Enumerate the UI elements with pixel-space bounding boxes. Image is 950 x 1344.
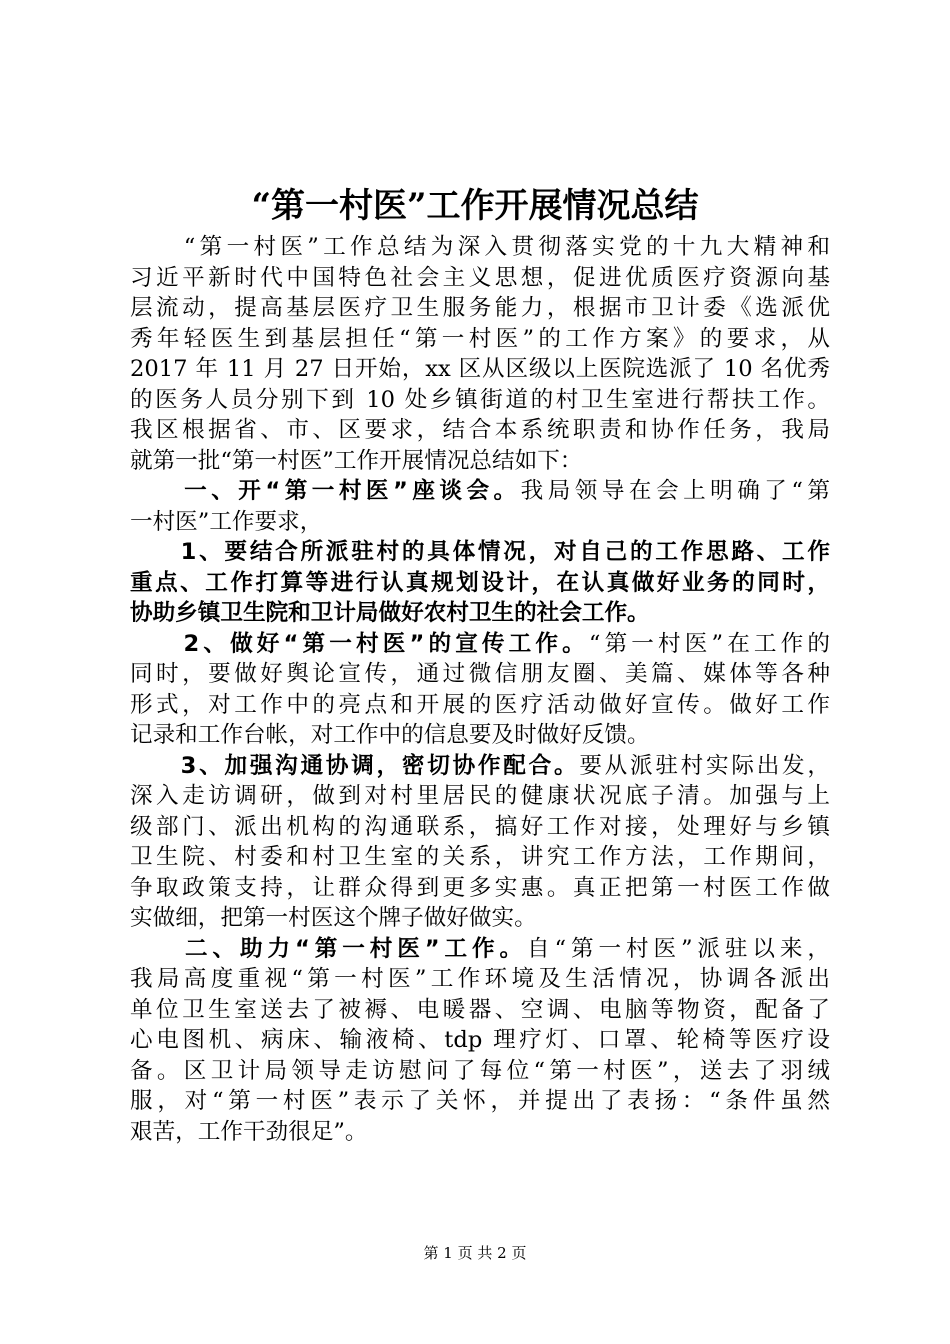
section1-heading-rest: 我局领导在会上明确了“第	[520, 478, 830, 504]
item1-line: 协助乡镇卫生院和卫计局做好农村卫生的社会工作。	[130, 600, 650, 626]
section1-heading: 一、开“第一村医”座谈会。	[130, 478, 521, 504]
document-title: “第一村医”工作开展情况总结	[251, 186, 699, 226]
item3-line: 实做细，把第一村医这个牌子做好做实。	[130, 905, 537, 931]
item3-line: 争取政策支持，让群众得到更多实惠。真正把第一村医工作做	[130, 874, 830, 901]
intro-line: “第一村医”工作总结为深入贯彻落实党的十九大精神和	[130, 234, 830, 260]
item1-line: 重点、工作打算等进行认真规划设计，在认真做好业务的同时，	[130, 569, 830, 596]
item1-line: 1、要结合所派驻村的具体情况，对自己的工作思路、工作	[130, 539, 830, 565]
section2-heading-line	[130, 934, 830, 965]
page-number-footer: 第 1 页 共 2 页	[423, 1244, 527, 1262]
intro-line: 2017 年 11 月 27 日开始，xx 区从区级以上医院选派了 10 名优秀	[130, 356, 830, 382]
intro-line: 习近平新时代中国特色社会主义思想，促进优质医疗资源向基	[130, 264, 830, 291]
section2-line: 服，对“第一村医”表示了关怀，并提出了表扬：“条件虽然	[130, 1088, 830, 1114]
section2-heading-rest: 自“第一村医”派驻以来，	[527, 935, 830, 962]
section1-line: 一村医”工作要求，	[130, 508, 323, 535]
item3-line: 卫生院、村委和村卫生室的关系，讲究工作方法，工作期间，	[130, 844, 830, 870]
item3-heading-rest: 要从派驻村实际出发，	[579, 752, 830, 779]
section2-line: 心电图机、病床、输液椅、tdp 理疗灯、口罩、轮椅等医疗设	[130, 1027, 830, 1053]
intro-line: 的医务人员分别下到 10 处乡镇街道的村卫生室进行帮扶工作。	[130, 386, 830, 413]
item3-heading-line	[130, 751, 830, 782]
section1-heading-line	[130, 476, 830, 507]
intro-line: 秀年轻医生到基层担任“第一村医”的工作方案》的要求，从	[130, 325, 830, 352]
intro-line: 就第一批“第一村医”工作开展情况总结如下：	[130, 447, 583, 474]
section2-line: 我局高度重视“第一村医”工作环境及生活情况，协调各派出	[130, 966, 830, 992]
item2-line: 同时，要做好舆论宣传，通过微信朋友圈、美篇、媒体等各种	[130, 661, 830, 687]
item3-line: 级部门、派出机构的沟通联系，搞好工作对接，处理好与乡镇	[130, 813, 830, 840]
item3-line: 深入走访调研，做到对村里居民的健康状况底子清。加强与上	[130, 783, 830, 809]
intro-line: 我区根据省、市、区要求，结合本系统职责和协作任务，我局	[130, 417, 830, 443]
section2-line: 艰苦，工作干劲很足”。	[130, 1118, 368, 1145]
section2-line: 单位卫生室送去了被褥、电暖器、空调、电脑等物资，配备了	[130, 996, 830, 1023]
item2-heading-line	[130, 629, 830, 660]
item2-line: 形式，对工作中的亮点和开展的医疗活动做好宣传。做好工作	[130, 691, 830, 718]
intro-line: 层流动，提高基层医疗卫生服务能力，根据市卫计委《选派优	[130, 295, 830, 321]
section2-line: 备。区卫计局领导走访慰问了每位“第一村医”，送去了羽绒	[130, 1057, 830, 1084]
item2-line: 记录和工作台帐，对工作中的信息要及时做好反馈。	[130, 722, 650, 748]
item3-heading: 3、加强沟通协调，密切协作配合。	[130, 752, 580, 779]
document-body	[130, 232, 830, 1147]
section2-heading: 二、助力“第一村医”工作。	[130, 935, 527, 962]
item2-heading: 2、做好“第一村医”的宣传工作。	[130, 630, 589, 657]
item2-heading-rest: “第一村医”在工作的	[588, 630, 830, 657]
